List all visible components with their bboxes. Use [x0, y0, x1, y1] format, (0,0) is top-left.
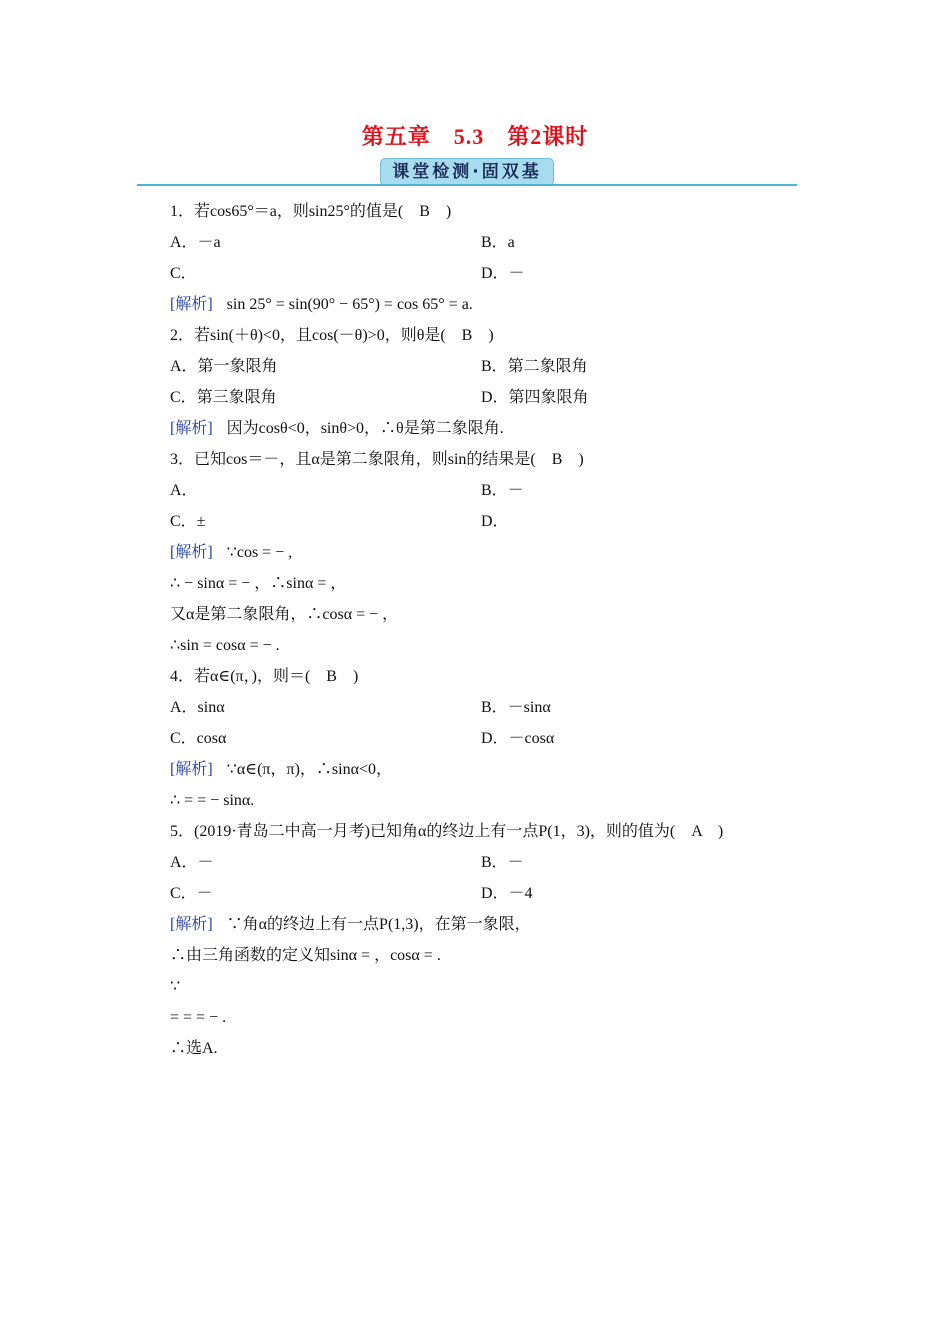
- question-5-options: [170, 847, 790, 878]
- question-2-options: [170, 382, 790, 413]
- question-2-options: [170, 351, 790, 382]
- option-b: B．－sinα: [481, 699, 551, 716]
- analysis-label: [解析]: [170, 916, 213, 933]
- analysis-line: ∴ − sinα = − ，∴sinα = ，: [170, 575, 347, 592]
- analysis-line: ∴选A.: [170, 1040, 218, 1057]
- option-d: D．第四象限角: [481, 389, 589, 406]
- question-4-options: [170, 692, 790, 723]
- option-a: A．－a: [170, 234, 221, 251]
- option-d: D．－cosα: [481, 730, 555, 747]
- exercise-content: [170, 196, 790, 1064]
- question-5-options: [170, 878, 790, 909]
- question-2-analysis: [170, 413, 790, 444]
- option-a: A．: [170, 482, 198, 499]
- question-3-analysis: [170, 537, 790, 568]
- question-1-stem: 1．若cos65°＝a，则sin25°的值是( B ): [170, 203, 452, 220]
- question-5-stem: 5．(2019·青岛二中高一月考)已知角α的终边上有一点P(1，3)，则的值为( A ): [170, 823, 724, 840]
- analysis-text: ∵α∈(π，π)，∴sinα<0，: [226, 761, 392, 778]
- question-3-options: [170, 475, 790, 506]
- question-4-stem: 4．若α∈(π，)，则＝( B ): [170, 668, 359, 685]
- option-c: C．－: [170, 885, 213, 902]
- question-3-options: [170, 506, 790, 537]
- analysis-label: [解析]: [170, 544, 213, 561]
- option-b: B．－: [481, 482, 524, 499]
- analysis-text: ∵cos = − ,: [226, 544, 293, 561]
- analysis-line: ∴ = = − sinα.: [170, 792, 255, 809]
- option-c: C．: [170, 265, 197, 282]
- analysis-label: [解析]: [170, 296, 213, 313]
- analysis-label: [解析]: [170, 761, 213, 778]
- analysis-text: 因为cosθ<0，sinθ>0，∴θ是第二象限角.: [226, 420, 504, 437]
- analysis-line: = = = − .: [170, 1009, 227, 1026]
- option-a: A．－: [170, 854, 214, 871]
- question-3-stem: 3．已知cos＝－，且α是第二象限角，则sin的结果是( B ): [170, 451, 584, 468]
- question-1-analysis: [170, 289, 790, 320]
- analysis-line: ∴sin = cosα = − .: [170, 637, 280, 654]
- question-1-options: [170, 227, 790, 258]
- header-divider: [137, 184, 797, 186]
- option-a: A．第一象限角: [170, 358, 278, 375]
- option-c: C．cosα: [170, 730, 227, 747]
- analysis-line: ∴由三角函数的定义知sinα = ，cosα = .: [170, 947, 441, 964]
- question-5-analysis: [170, 909, 790, 940]
- page-title: 第五章 5.3 第2课时: [361, 124, 589, 149]
- analysis-line: 又α是第二象限角，∴cosα = − ，: [170, 606, 399, 623]
- option-b: B．第二象限角: [481, 358, 588, 375]
- question-1-options: [170, 258, 790, 289]
- option-c: C．第三象限角: [170, 389, 277, 406]
- option-b: B．－: [481, 854, 524, 871]
- option-d: D．－4: [481, 885, 533, 902]
- analysis-text: sin 25° = sin(90° − 65°) = cos 65° = a.: [226, 296, 473, 313]
- question-4-options: [170, 723, 790, 754]
- analysis-text: ∵角α的终边上有一点P(1,3)，在第一象限，: [226, 916, 531, 933]
- option-d: D．－: [481, 265, 525, 282]
- option-c: C．±: [170, 513, 206, 530]
- section-badge: 课堂检测·固双基: [380, 158, 554, 186]
- question-2-stem: 2．若sin(＋θ)<0，且cos(－θ)>0，则θ是( B ): [170, 327, 494, 344]
- option-d: D．: [481, 513, 509, 530]
- option-a: A．sinα: [170, 699, 225, 716]
- option-b: B．a: [481, 234, 515, 251]
- analysis-line: ∵: [170, 978, 181, 995]
- analysis-label: [解析]: [170, 420, 213, 437]
- question-4-analysis: [170, 754, 790, 785]
